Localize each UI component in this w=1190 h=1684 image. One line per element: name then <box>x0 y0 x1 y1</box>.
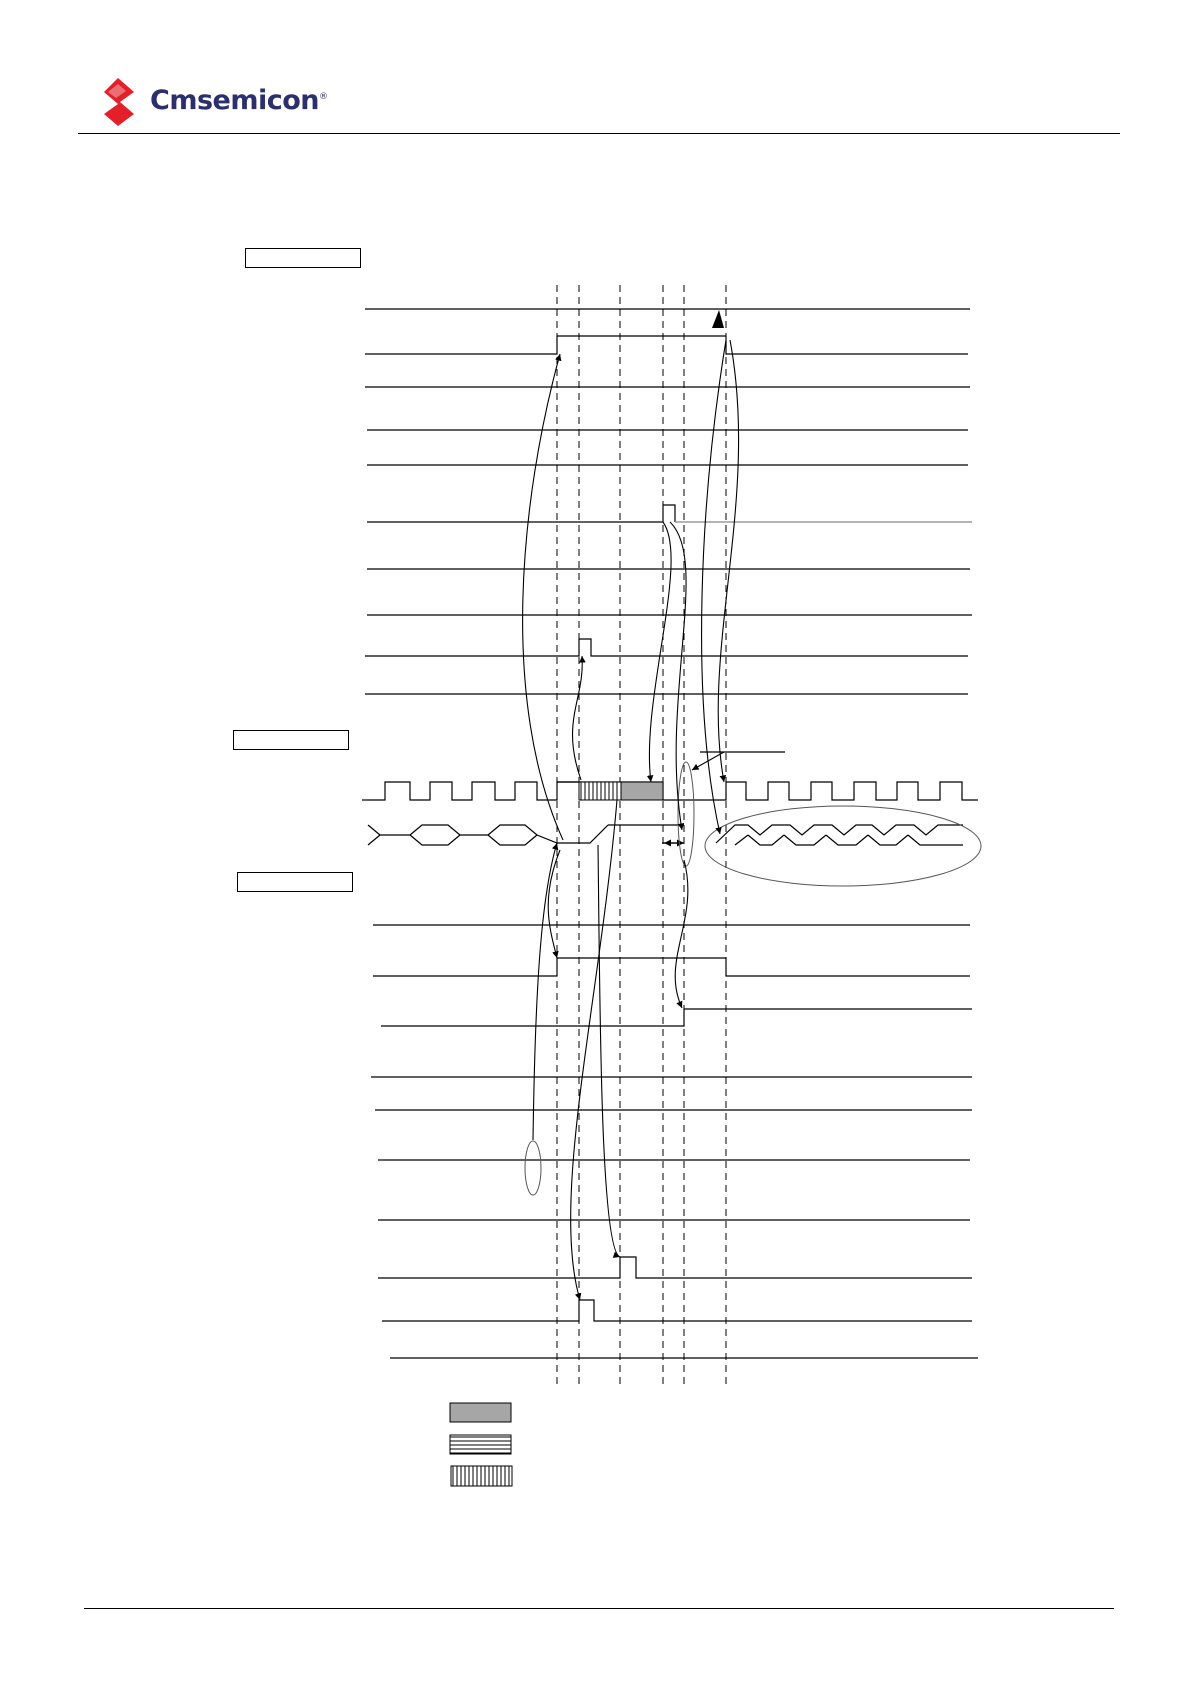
legend-gray-swatch <box>450 1403 511 1422</box>
clock-signal <box>362 752 978 800</box>
legend-horizontal-lines-swatch <box>450 1435 511 1454</box>
brand-name: Cmsemicon® <box>150 85 328 116</box>
clock-stretch-vertical-hatch <box>579 782 621 800</box>
causality-arrows <box>523 340 739 1300</box>
upper-signals <box>365 309 972 694</box>
highlight-ellipse-data <box>705 806 981 886</box>
edge-arrow-icon <box>712 310 724 328</box>
highlight-ellipse-lower <box>525 1141 541 1195</box>
highlight-ellipse-narrow <box>678 762 694 866</box>
lower-signals <box>371 925 978 1358</box>
legend-vertical-lines-swatch <box>451 1466 512 1486</box>
clock-stretch-gray <box>621 782 663 800</box>
legend <box>450 1403 512 1486</box>
footer-rule <box>84 1608 1114 1609</box>
data-signal <box>368 825 963 845</box>
